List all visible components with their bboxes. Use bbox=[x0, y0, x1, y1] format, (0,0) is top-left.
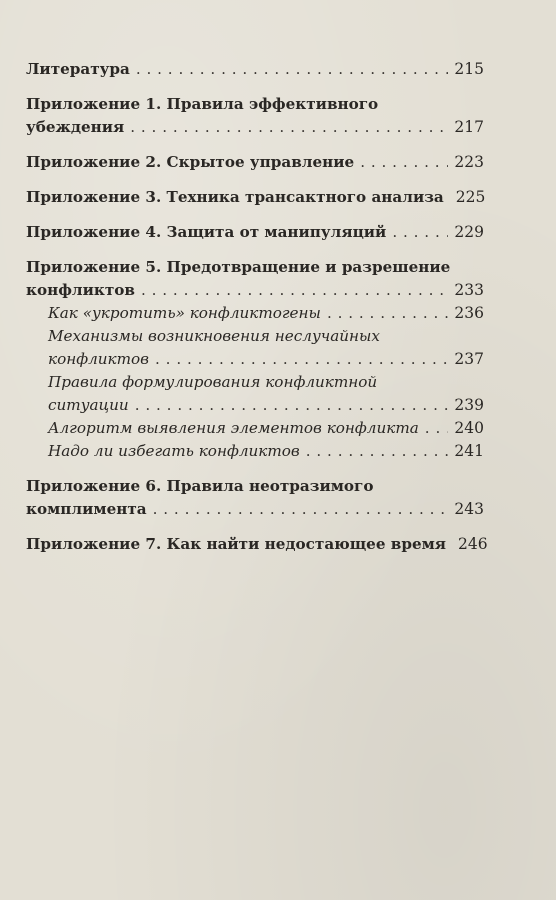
toc-subentry-avoid-conflicts[interactable] bbox=[26, 440, 484, 463]
toc-entry-appendix-3[interactable] bbox=[26, 186, 484, 209]
toc-entry-title-line1: Приложение 6. Правила неотразимого bbox=[26, 477, 374, 495]
dot-leader bbox=[153, 498, 449, 521]
toc-page-number: 237 bbox=[454, 350, 484, 368]
dot-leader bbox=[306, 440, 449, 463]
toc-entry-appendix-1[interactable] bbox=[26, 93, 484, 139]
toc-subentry-formulation-rules[interactable] bbox=[26, 371, 484, 417]
toc-entry-title-line2: конфликтов bbox=[26, 281, 135, 299]
toc-entry-appendix-5[interactable] bbox=[26, 256, 484, 302]
toc-page-number: 241 bbox=[454, 442, 484, 460]
toc-page-number: 229 bbox=[454, 223, 484, 241]
toc-entry-title: Литература bbox=[26, 60, 130, 78]
toc-entry-appendix-7[interactable] bbox=[26, 533, 488, 556]
toc-page-number: 215 bbox=[454, 60, 484, 78]
toc-page-number: 223 bbox=[454, 153, 484, 171]
dot-leader bbox=[392, 221, 448, 244]
toc-entry-title: Приложение 7. Как найти недостающее время bbox=[26, 535, 447, 553]
dot-leader bbox=[155, 348, 448, 371]
toc-page-number: 239 bbox=[454, 396, 484, 414]
toc-entry-title: Приложение 3. Техника трансактного анализа bbox=[26, 188, 444, 206]
toc-entry-title-line2: ситуации bbox=[48, 396, 129, 414]
toc-page-number: 217 bbox=[454, 118, 484, 136]
toc-page-number: 246 bbox=[458, 535, 488, 553]
toc-entry-title: Приложение 2. Скрытое управление bbox=[26, 153, 355, 171]
toc-page-number: 225 bbox=[455, 188, 486, 206]
toc-entry-title: Алгоритм выявления элементов конфликта bbox=[48, 419, 419, 437]
toc-entry-title-line1: Правила формулирования конфликтной bbox=[48, 373, 378, 391]
table-of-contents bbox=[26, 58, 488, 556]
toc-entry-title: Как «укротить» конфликтогены bbox=[48, 304, 321, 322]
toc-entry-title: Приложение 4. Защита от манипуляций bbox=[26, 223, 387, 241]
toc-entry-appendix-2[interactable] bbox=[26, 151, 484, 174]
toc-subentry-mechanisms[interactable] bbox=[26, 325, 484, 371]
dot-leader bbox=[327, 302, 448, 325]
toc-entry-literature[interactable] bbox=[26, 58, 484, 81]
toc-entry-appendix-6[interactable] bbox=[26, 475, 484, 521]
toc-entry-title: Надо ли избегать конфликтов bbox=[48, 442, 300, 460]
toc-entry-title-line1: Приложение 5. Предотвращение и разрешение bbox=[26, 258, 451, 276]
toc-page-number: 236 bbox=[454, 304, 484, 322]
toc-subentry-conflictogens[interactable] bbox=[26, 302, 484, 325]
dot-leader bbox=[136, 58, 449, 81]
toc-entry-title-line2: комплимента bbox=[26, 500, 147, 518]
toc-entry-title-line1: Приложение 1. Правила эффективного bbox=[26, 95, 379, 113]
dot-leader bbox=[130, 116, 448, 139]
toc-entry-title-line2: убеждения bbox=[26, 118, 125, 136]
dot-leader bbox=[360, 151, 448, 174]
toc-entry-title-line1: Механизмы возникновения неслучайных bbox=[48, 327, 380, 345]
toc-page-number: 233 bbox=[454, 281, 484, 299]
toc-page-number: 240 bbox=[454, 419, 484, 437]
toc-entry-title-line2: конфликтов bbox=[48, 350, 150, 368]
dot-leader bbox=[425, 417, 449, 440]
toc-subentry-algorithm[interactable] bbox=[26, 417, 484, 440]
dot-leader bbox=[135, 394, 449, 417]
toc-entry-appendix-4[interactable] bbox=[26, 221, 484, 244]
dot-leader bbox=[141, 279, 448, 302]
toc-page-number: 243 bbox=[454, 500, 484, 518]
